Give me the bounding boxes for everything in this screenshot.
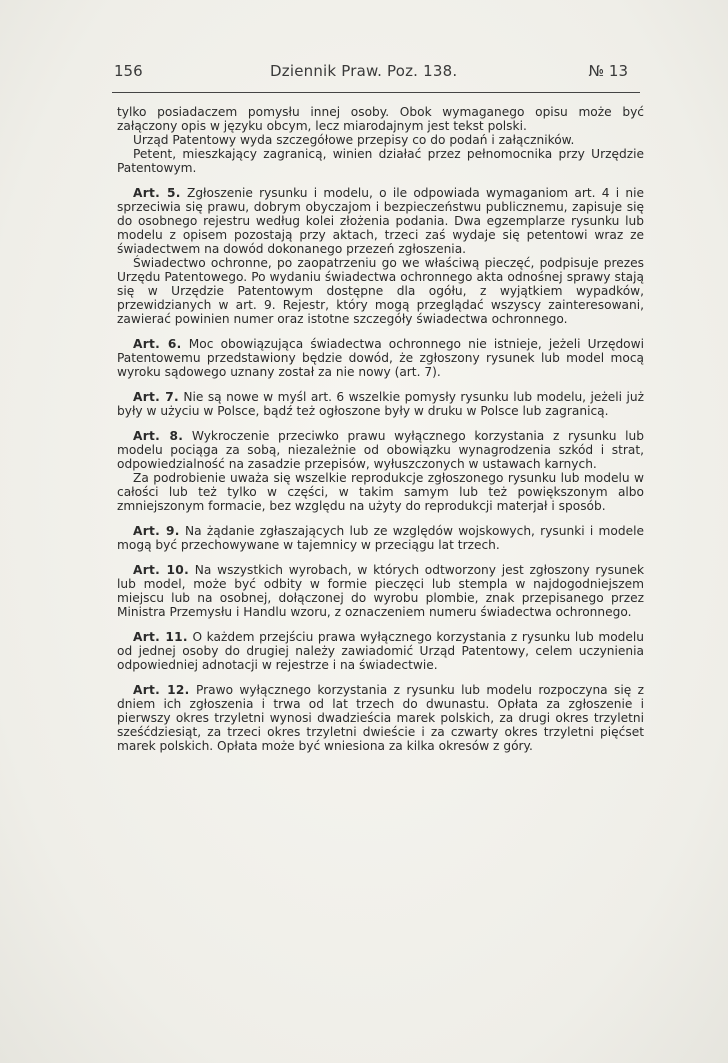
article-label: Art. 5. bbox=[133, 186, 181, 200]
issue-number: № 13 bbox=[588, 62, 628, 80]
article-7: Art. 7. Nie są nowe w myśl art. 6 wszelkie pomysły rysunku lub modelu, jeżeli już były w użyciu w Polsce, bądź też ogłoszone były w druku w Polsce lub zagranicą. bbox=[117, 390, 644, 418]
paragraph: Za podrobienie uważa się wszelkie reprodukcje zgłoszonego rysunku lub modelu w całości lub też tylko w części, w takim samym lub też powiększonym albo zmniejszonym formacie, bez względu na użyty do reprodukcji materjał i sposób. bbox=[117, 471, 644, 513]
page-header bbox=[110, 62, 630, 86]
article-label: Art. 9. bbox=[133, 524, 180, 538]
article-5: Art. 5. Zgłoszenie rysunku i modelu, o ile odpowiada wymaganiom art. 4 i nie sprzeciwia się prawu, dobrym obyczajom i bezpieczeństwu publicznemu, zapisuje się do osobnego rejestru według kolei złożenia podania. Dwa egzemplarze rysunku lub modelu z opisem pozostają przy aktach, trzeci zaś wydaje się petentowi wraz ze świadectwem na dowód dokonanego przezeń zgłoszenia. bbox=[117, 186, 644, 256]
article-label: Art. 6. bbox=[133, 337, 182, 351]
article-6: Art. 6. Moc obowiązująca świadectwa ochronnego nie istnieje, jeżeli Urzędowi Patentowemu przedstawiony będzie dowód, że zgłoszony rysunek lub model mocą wyroku sądowego uznany został za nie nowy (art. 7). bbox=[117, 337, 644, 379]
article-label: Art. 10. bbox=[133, 563, 190, 577]
article-10: Art. 10. Na wszystkich wyrobach, w których odtworzony jest zgłoszony rysunek lub model, może być odbity w formie pieczęci lub stempla w najdogodniejszem miejscu lub na osobnej, dołączonej do wyrobu plombie, znak przepisanego przez Ministra Przemysłu i Handlu wzoru, z oznaczeniem numeru świadectwa ochronnego. bbox=[117, 563, 645, 619]
article-label: Art. 12. bbox=[133, 683, 190, 697]
article-9: Art. 9. Na żądanie zgłaszających lub ze względów wojskowych, rysunki i modele mogą być przechowywane w tajemnicy w przeciągu lat trzech. bbox=[117, 524, 645, 552]
paragraph: Świadectwo ochronne, po zaopatrzeniu go we właściwą pieczęć, podpisuje prezes Urzędu Patentowego. Po wydaniu świadectwa ochronnego akta odnośnej sprawy stają się w Urzędzie Patentowym dostępne dla ogółu, z wyjątkiem wypadków, przewidzianych w art. 9. Rejestr, który mogą przeglądać wszyscy zainteresowani, zawierać powinien numer oraz istotne szczegóły świadectwa ochronnego. bbox=[117, 256, 644, 326]
paragraph: Petent, mieszkający zagranicą, winien działać przez pełnomocnika przy Urzędzie Patentowym. bbox=[117, 147, 644, 175]
article-11: Art. 11. O każdem przejściu prawa wyłącznego korzystania z rysunku lub modelu od jednej osoby do drugiej należy zawiadomić Urząd Patentowy, celem uczynienia odpowiedniej adnotacji w rejestrze i na świadectwie. bbox=[117, 630, 645, 672]
publication-title: Dziennik Praw. Poz. 138. bbox=[270, 62, 458, 80]
header-rule bbox=[112, 92, 640, 93]
article-label: Art. 7. bbox=[133, 390, 179, 404]
paragraph: Urząd Patentowy wyda szczegółowe przepisy co do podań i załączników. bbox=[133, 133, 575, 147]
article-12: Art. 12. Prawo wyłącznego korzystania z rysunku lub modelu rozpoczyna się z dniem ich zgłoszenia i trwa od lat trzech do dwunastu. Opłata za zgłoszenie i pierwszy okres trzyletni wynosi dwadzieścia marek polskich, za drugi okres trzyletni sześćdziesiąt, za trzeci okres trzyletni dwieście i za czwarty okres trzyletni pięćset marek polskich. Opłata może być wniesiona za kilka okresów z góry. bbox=[117, 683, 644, 753]
document-body bbox=[117, 105, 644, 753]
article-label: Art. 11. bbox=[133, 630, 188, 644]
article-8: Art. 8. Wykroczenie przeciwko prawu wyłącznego korzystania z rysunku lub modelu pociąga za sobą, niezależnie od obowiązku wynagrodzenia szkód i strat, odpowiedzialność na zasadzie przepisów, wyłuszczonych w ustawach karnych. bbox=[117, 429, 644, 471]
article-label: Art. 8. bbox=[133, 429, 184, 443]
paragraph: tylko posiadaczem pomysłu innej osoby. Obok wymaganego opisu może być załączony opis w języku obcym, lecz miarodajnym jest tekst polski. bbox=[117, 105, 644, 133]
page-number: 156 bbox=[114, 62, 143, 80]
